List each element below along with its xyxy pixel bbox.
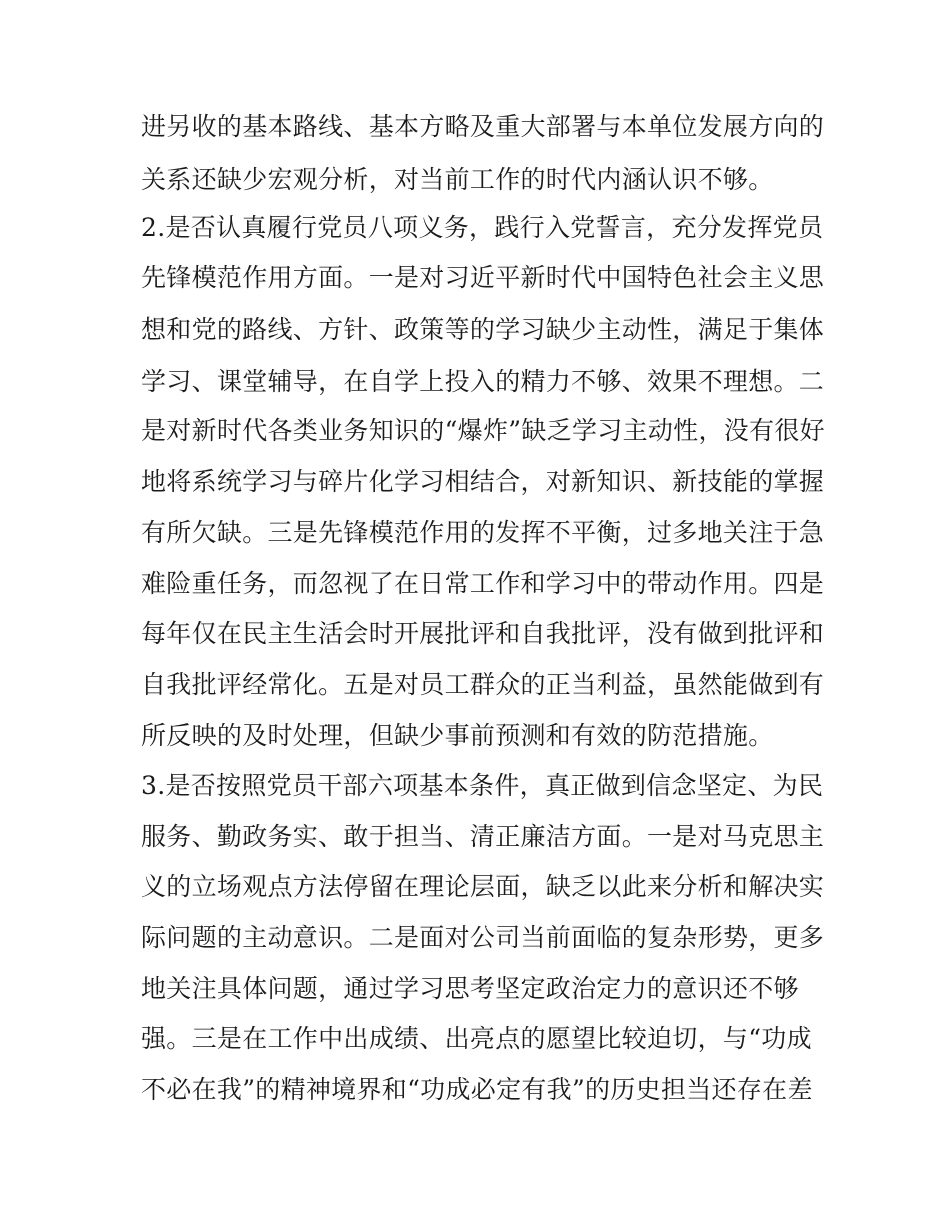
text-line: 际问题的主动意识。二是面对公司当前面临的复杂形势，更多 <box>141 923 825 952</box>
text-line: 是对新时代各类业务知识的“爆炸”缺乏学习主动性，没有很好 <box>141 416 825 445</box>
text-line: 有所欠缺。三是先锋模范作用的发挥不平衡，过多地关注于急 <box>141 518 825 547</box>
text-line: 地将系统学习与碎片化学习相结合，对新知识、新技能的掌握 <box>141 467 825 496</box>
text-line: 3.是否按照党员干部六项基本条件，真正做到信念坚定、为民 <box>141 771 824 800</box>
text-line: 义的立场观点方法停留在理论层面，缺乏以此来分析和解决实 <box>141 872 825 901</box>
text-line: 先锋模范作用方面。一是对习近平新时代中国特色社会主义思 <box>141 263 825 292</box>
text-line: 学习、课堂辅导，在自学上投入的精力不够、效果不理想。二 <box>141 367 825 396</box>
text-line: 不必在我”的精神境界和“功成必定有我”的历史担当还存在差 <box>141 1075 813 1104</box>
text-line: 所反映的及时处理，但缺少事前预测和有效的防范措施。 <box>141 721 774 750</box>
text-line: 服务、勤政务实、敢于担当、清正廉洁方面。一是对马克思主 <box>141 822 825 851</box>
text-line: 想和党的路线、方针、政策等的学习缺少主动性，满足于集体 <box>141 315 825 344</box>
text-line: 每年仅在民主生活会时开展批评和自我批评，没有做到批评和 <box>141 619 825 648</box>
text-line: 强。三是在工作中出成绩、出亮点的愿望比较迫切，与“功成 <box>141 1024 812 1053</box>
text-line: 2.是否认真履行党员八项义务，践行入党誓言，充分发挥党员 <box>141 213 824 242</box>
text-line: 进另收的基本路线、基本方略及重大部署与本单位发展方向的 <box>141 112 825 141</box>
text-line: 难险重任务，而忽视了在日常工作和学习中的带动作用。四是 <box>141 569 825 598</box>
text-line: 关系还缺少宏观分析，对当前工作的时代内涵认识不够。 <box>141 165 774 194</box>
text-line: 自我批评经常化。五是对员工群众的正当利益，虽然能做到有 <box>141 670 825 699</box>
text-line: 地关注具体问题，通过学习思考坚定政治定力的意识还不够 <box>141 974 799 1003</box>
